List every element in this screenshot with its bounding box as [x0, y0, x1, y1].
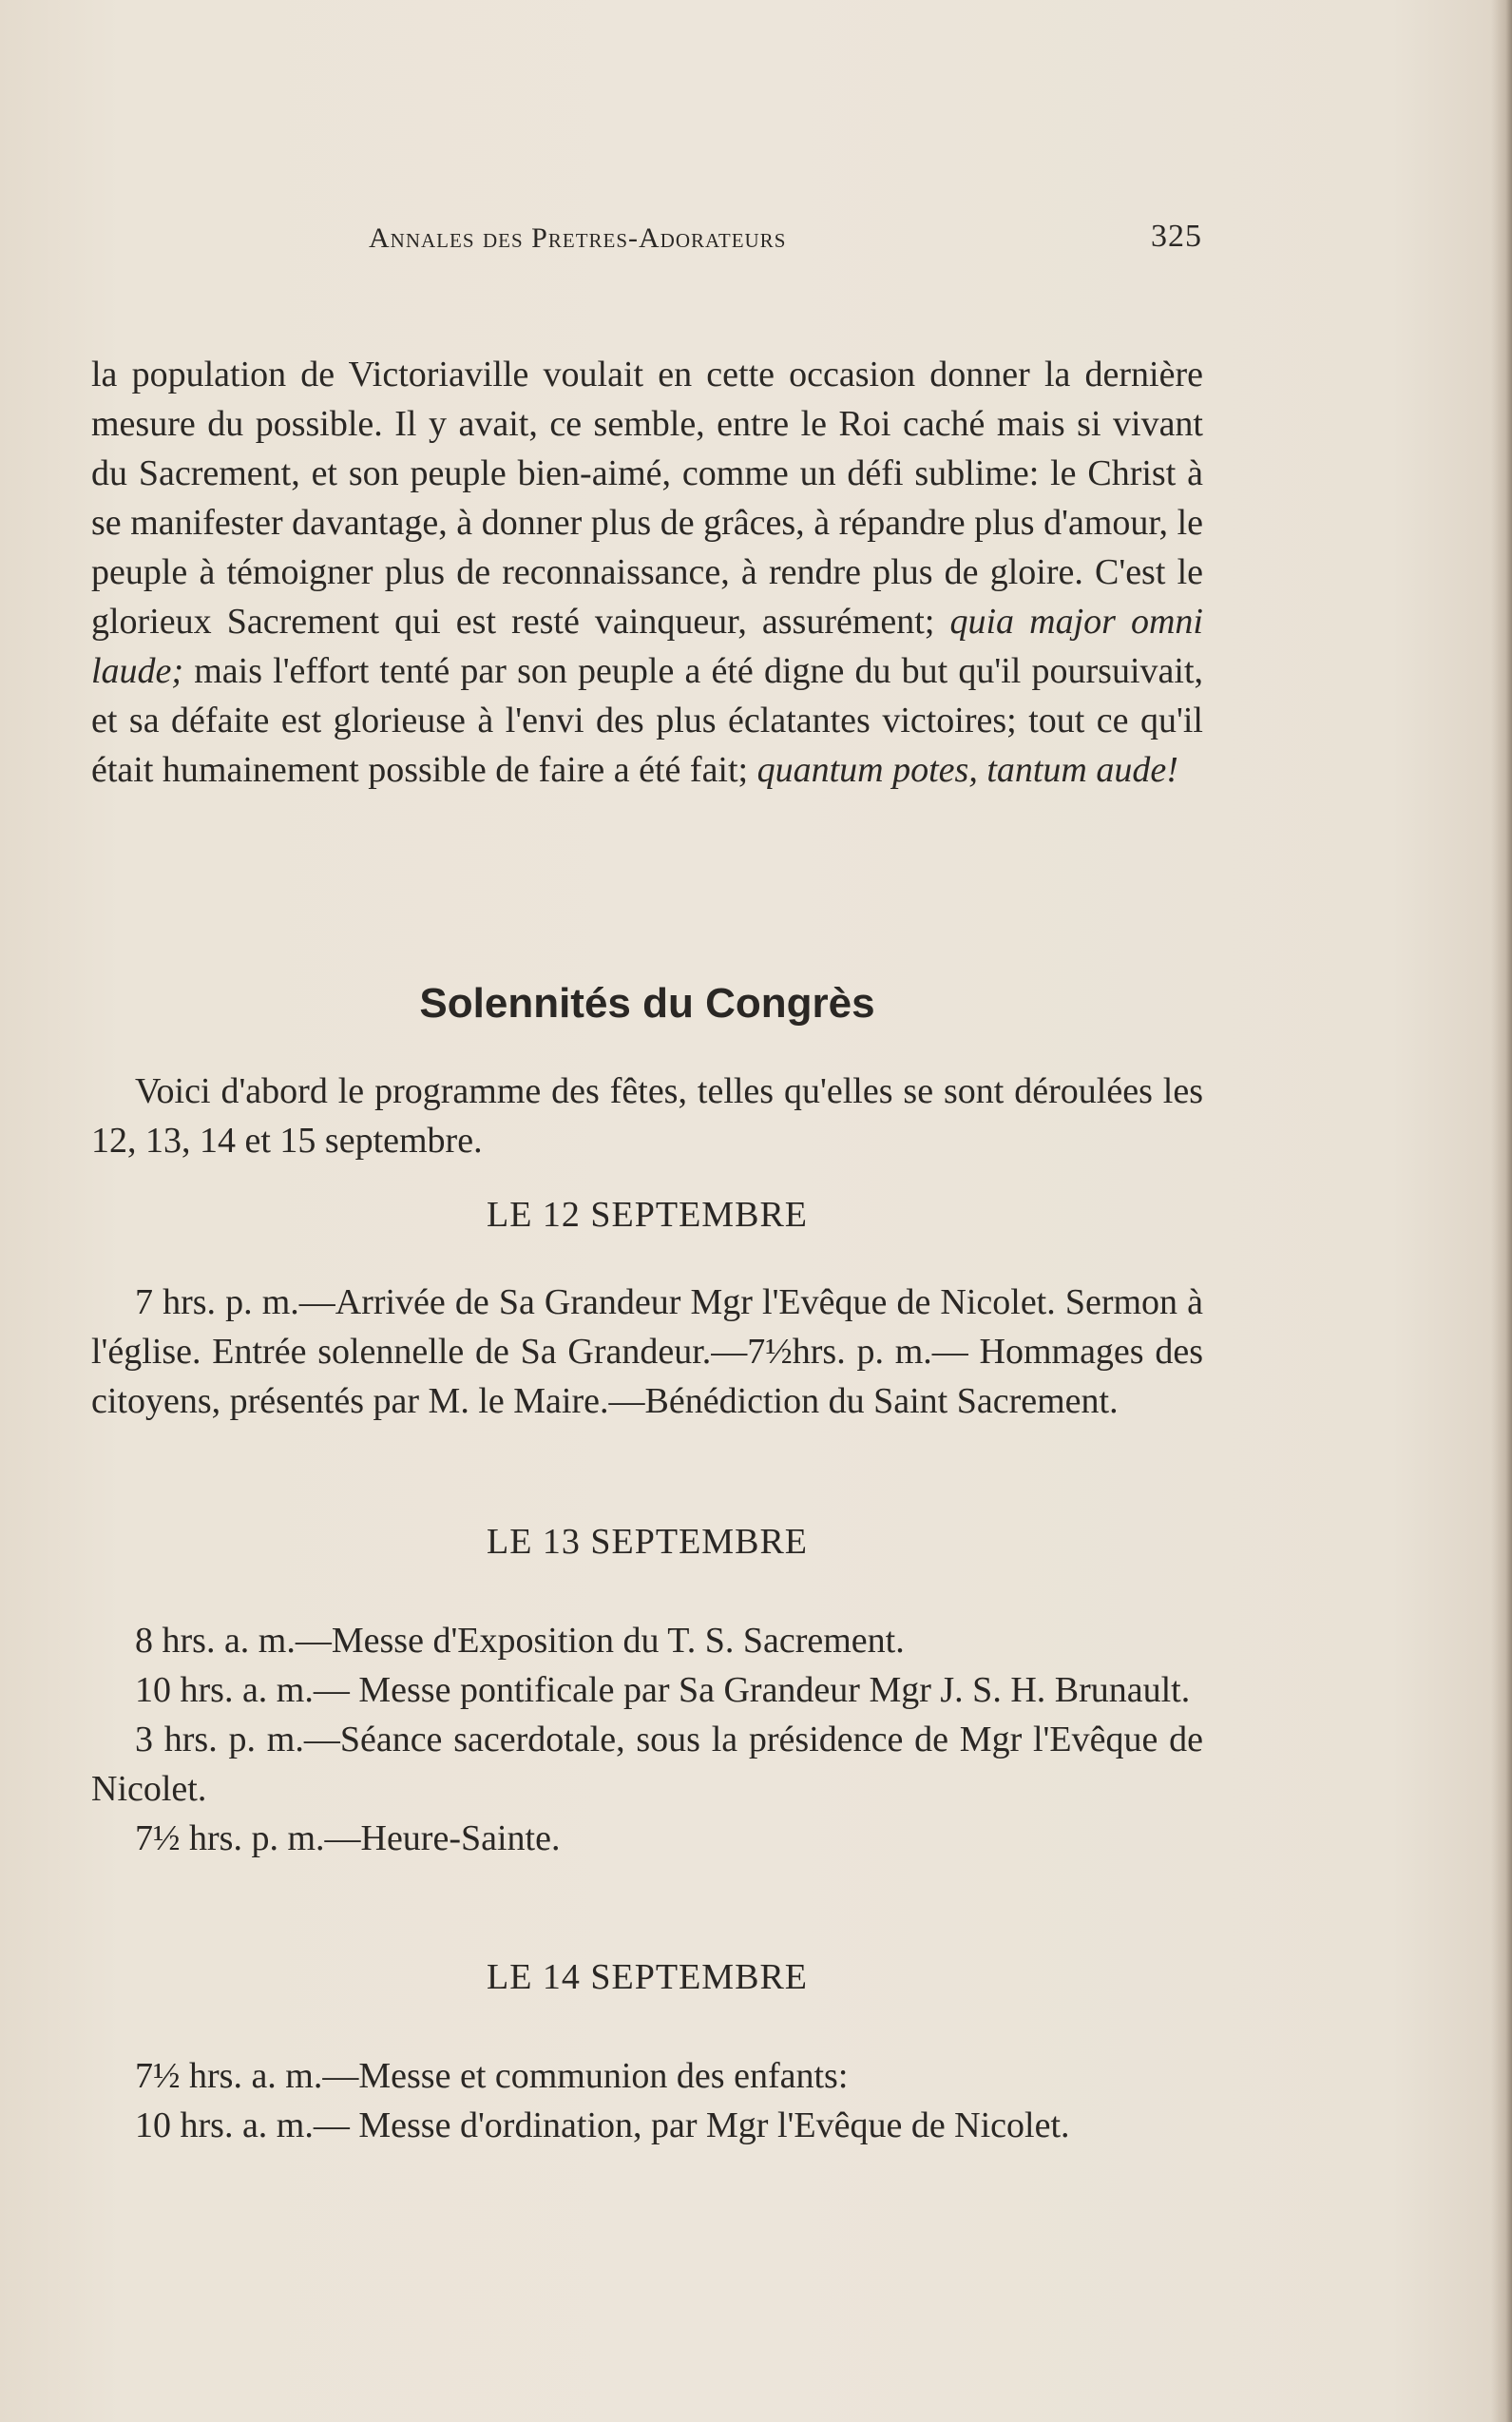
paragraph-text [91, 350, 1203, 795]
schedule-entry: 7½ hrs. p. m.—Heure-Sainte. [135, 1818, 561, 1858]
schedule-entry: 10 hrs. a. m.— Messe pontificale par Sa Grandeur Mgr J. S. H. Brunault. [135, 1670, 1191, 1710]
running-title: Annales des Pretres-Adorateurs [369, 222, 787, 254]
page-edge-shadow [1491, 0, 1512, 2422]
schedule-entry: 10 hrs. a. m.— Messe d'ordination, par Mgr l'Evêque de Nicolet. [135, 2105, 1070, 2145]
schedule-paragraph: 7 hrs. p. m.—Arrivée de Sa Grandeur Mgr l'Evêque de Nicolet. Sermon à l'église. Entrée solennelle de Sa Grandeur.—7½hrs. p. m.— Hommages des citoyens, présentés par M. le Maire.—Bénédiction du Saint Sacrement. [91, 1282, 1203, 1421]
day-heading-12: LE 12 SEPTEMBRE [486, 1195, 809, 1235]
day-13-schedule [91, 1616, 1203, 1863]
page-number: 325 [1151, 219, 1202, 254]
schedule-entry: 3 hrs. p. m.—Séance sacerdotale, sous la présidence de Mgr l'Evêque de Nicolet. [91, 1720, 1203, 1809]
day-heading-13: LE 13 SEPTEMBRE [486, 1522, 809, 1562]
section-heading: Solennités du Congrès [419, 980, 875, 1027]
day-heading-14: LE 14 SEPTEMBRE [486, 1957, 809, 1997]
schedule-entry: 7½ hrs. a. m.—Messe et communion des enfants: [135, 2056, 849, 2096]
paragraph-part-1: la population de Victoriaville voulait en cette occasion donner la dernière mesure du possible. Il y avait, ce semble, entre le Roi caché mais si vivant du Sacrement, et son peuple bien-aimé, comme un défi sublime: le Christ à se manifester davantage, à donner plus de grâces, à répandre plus d'amour, le peuple à témoigner plus de reconnaissance, à rendre plus de gloire. C'est le glorieux Sacrement qui est resté vainqueur, assurément; [91, 355, 1203, 642]
latin-quote-2: quantum potes, tantum aude! [756, 750, 1178, 790]
paragraph-part-2: mais l'effort tenté par son peuple a été digne du but qu'il poursuivait, et sa défaite est glorieuse à l'envi des plus éclatantes victoires; tout ce qu'il était humainement possible de faire a été fait; [91, 651, 1203, 790]
running-header [369, 215, 1205, 262]
schedule-entry: 8 hrs. a. m.—Messe d'Exposition du T. S. Sacrement. [135, 1621, 905, 1661]
day-12-schedule [91, 1278, 1203, 1426]
day-14-schedule [91, 2051, 1203, 2150]
opening-paragraph [91, 350, 1203, 795]
latin-quote-1: quia major omni laude; [91, 602, 1203, 691]
section-intro: Voici d'abord le programme des fêtes, telles qu'elles se sont déroulées les 12, 13, 14 et 15 septembre. [91, 1071, 1203, 1161]
